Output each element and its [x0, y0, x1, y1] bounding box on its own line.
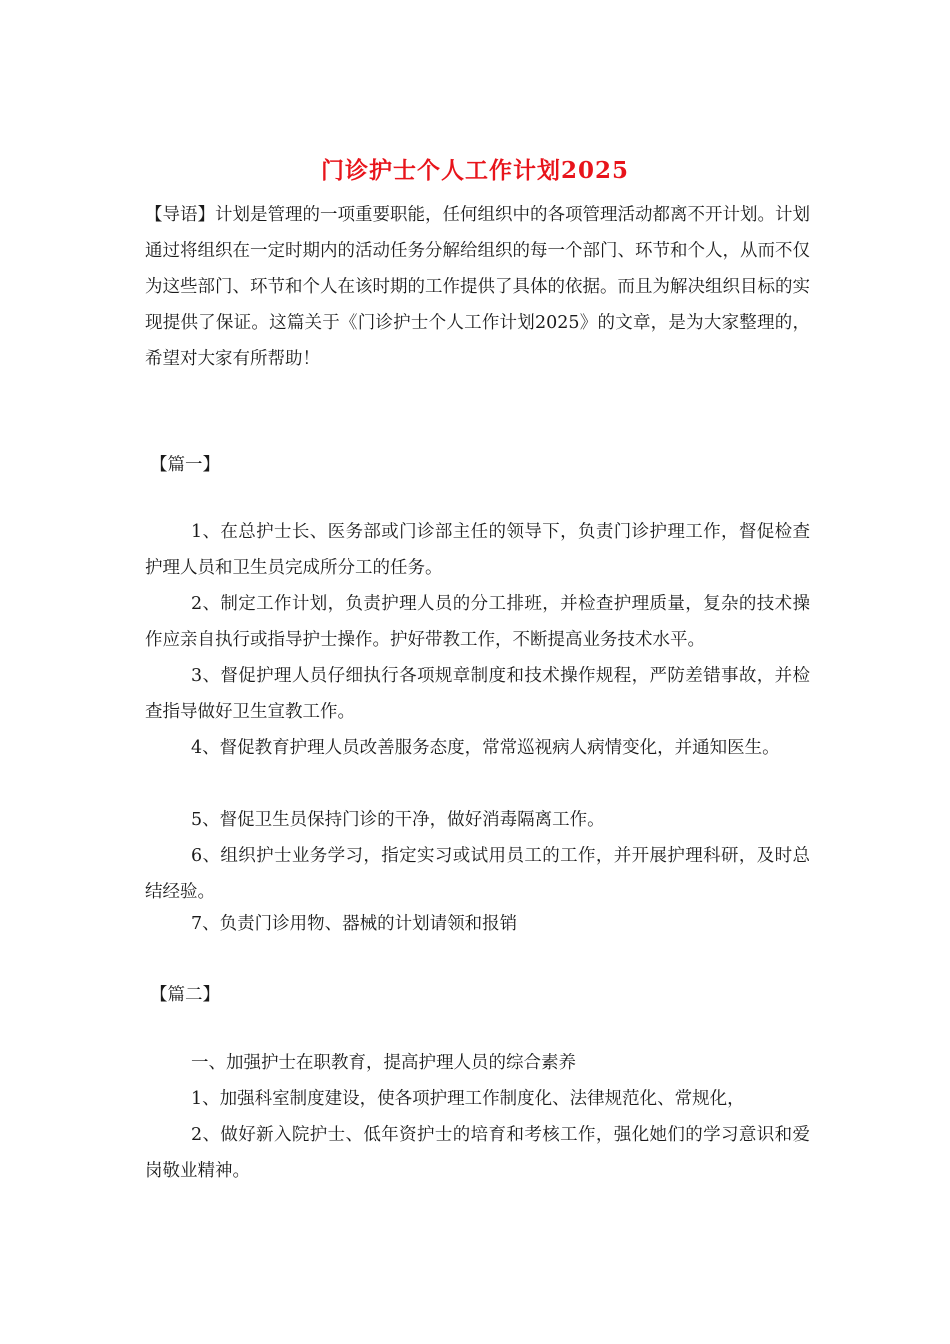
section-1-paragraph-4: 4、督促教育护理人员改善服务态度，常常巡视病人病情变化，并通知医生。: [191, 738, 780, 758]
section-heading-2: 【篇二】: [150, 985, 220, 1005]
section-2-paragraph-2: 1、加强科室制度建设，使各项护理工作制度化、法律规范化、常规化，: [191, 1089, 745, 1109]
section-1-paragraph-3: 3、督促护理人员仔细执行各项规章制度和技术操作规程，严防差错事故，并检查指导做好卫生宣教工作。: [145, 666, 810, 722]
section-1-paragraph-2: 2、制定工作计划，负责护理人员的分工排班，并检查护理质量，复杂的技术操作应亲自执行或指导护士操作。护好带教工作，不断提高业务技术水平。: [145, 594, 810, 650]
section-2-paragraph-3: 2、做好新入院护士、低年资护士的培育和考核工作，强化她们的学习意识和爱岗敬业精神。: [145, 1125, 810, 1181]
section-1-paragraph-1: 1、在总护士长、医务部或门诊部主任的领导下，负责门诊护理工作，督促检查护理人员和卫生员完成所分工的任务。: [145, 522, 810, 578]
section-2-paragraph-1: 一、加强护士在职教育，提高护理人员的综合素养: [191, 1053, 576, 1073]
intro-paragraph: 【导语】计划是管理的一项重要职能，任何组织中的各项管理活动都离不开计划。计划通过将组织在一定时期内的活动任务分解给组织的每一个部门、环节和个人，从而不仅为这些部门、环节和个人在该时期的工作提供了具体的依据。而且为解决组织目标的实现提供了保证。这篇关于《门诊护士个人工作计划2025》的文章，是为大家整理的，希望对大家有所帮助！: [145, 205, 810, 369]
section-heading-1: 【篇一】: [150, 455, 220, 475]
section-1-paragraph-6: 6、组织护士业务学习，指定实习或试用员工的工作，并开展护理科研，及时总结经验。: [145, 846, 810, 902]
document-title: 门诊护士个人工作计划2025: [320, 157, 629, 184]
section-1-paragraph-7: 7、负责门诊用物、器械的计划请领和报销: [191, 914, 518, 934]
section-1-paragraph-5: 5、督促卫生员保持门诊的干净，做好消毒隔离工作。: [191, 810, 605, 830]
